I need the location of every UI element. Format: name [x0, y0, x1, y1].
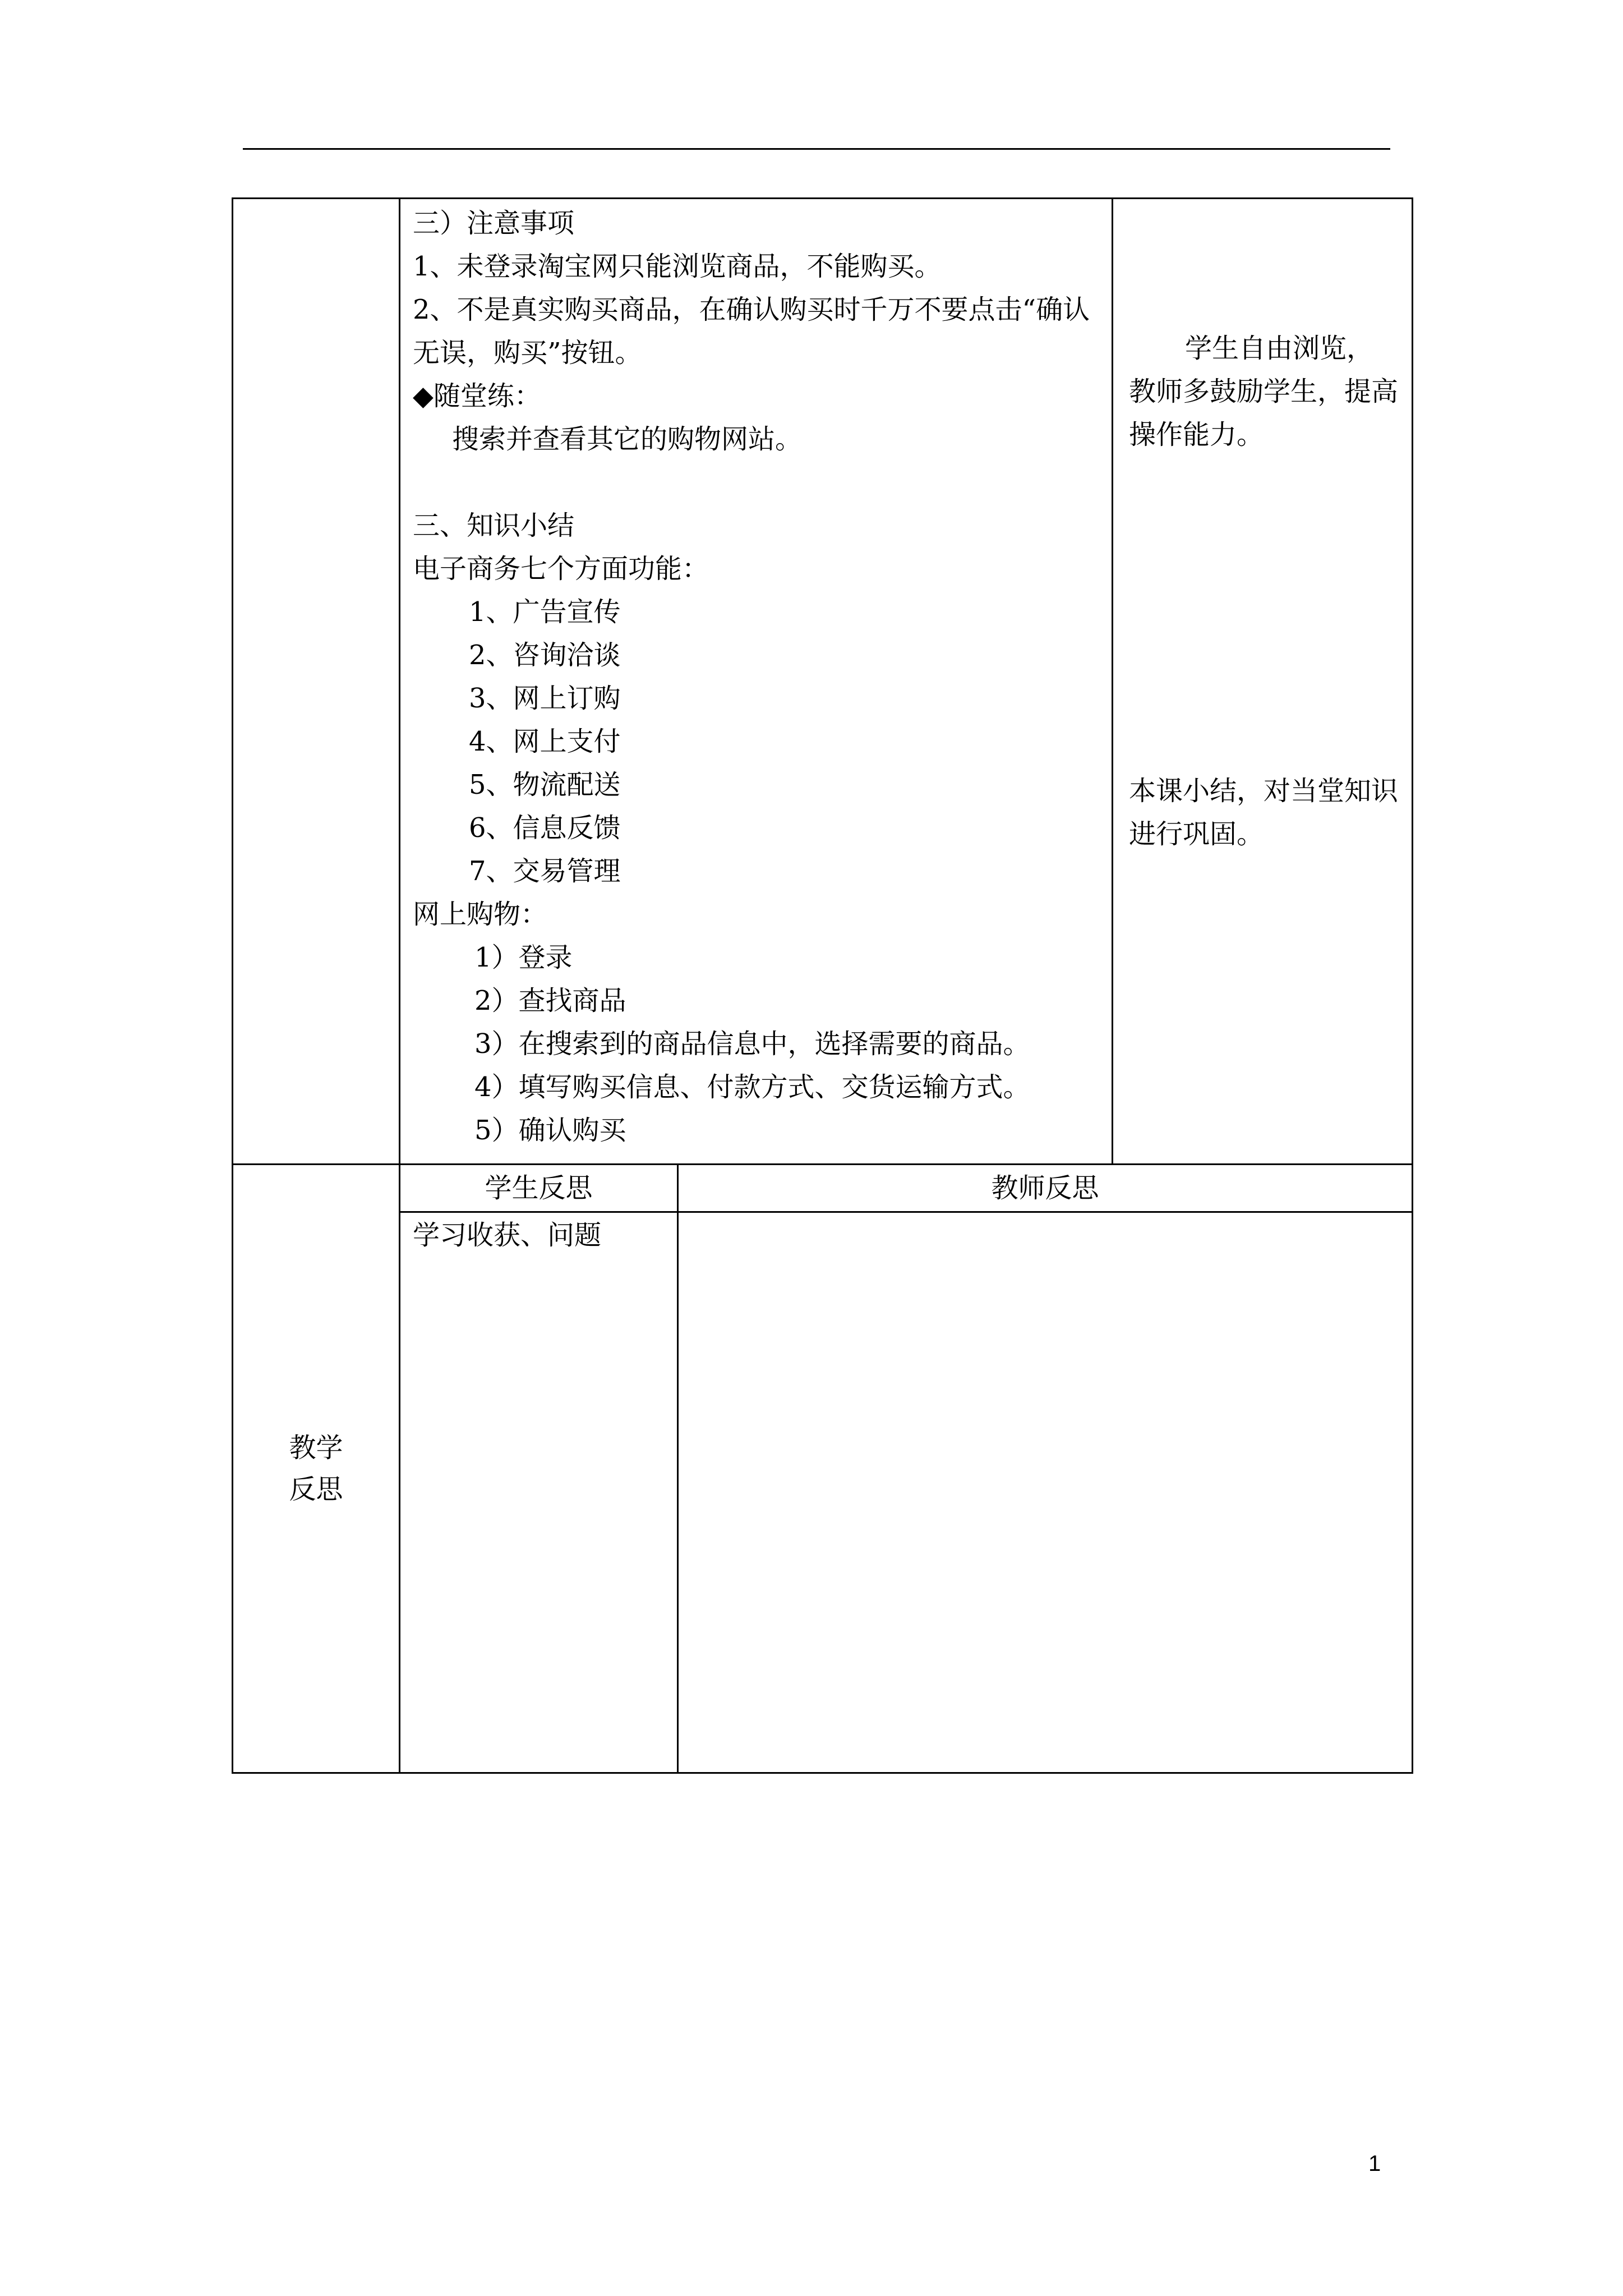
- reflection-label-line: 教学: [289, 1432, 343, 1464]
- teacher-reflection-header: 教师反思: [678, 1165, 1413, 1212]
- shopping-step: 2）查找商品: [474, 985, 626, 1016]
- content-label-cell: [233, 199, 400, 1165]
- function-item: 4、网上支付: [469, 726, 621, 757]
- notes-column-cell: [1113, 199, 1413, 1165]
- practice-text: 搜索并查看其它的购物网站。: [452, 424, 803, 455]
- function-item: 5、物流配送: [469, 769, 621, 800]
- student-reflection-header: 学生反思: [400, 1165, 678, 1212]
- lesson-plan-table: [232, 197, 1413, 1774]
- student-reflection-prompt: 学习收获、问题: [413, 1220, 602, 1251]
- summary-note: 本课小结，对当堂知识进行巩固。: [1129, 775, 1399, 850]
- reflection-label-line: 反思: [289, 1474, 343, 1505]
- shopping-heading: 网上购物：: [413, 899, 548, 930]
- content-row: [233, 199, 1413, 1165]
- function-item: 1、广告宣传: [469, 596, 621, 628]
- shopping-step: 4）填写购买信息、付款方式、交货运输方式。: [474, 1071, 1030, 1103]
- browse-note: 学生自由浏览，教师多鼓励学生，提高操作能力。: [1129, 333, 1399, 450]
- function-item: 3、网上订购: [469, 683, 621, 714]
- teacher-reflection-cell: [678, 1212, 1413, 1773]
- spacer: [413, 461, 1099, 504]
- function-item: 2、咨询洽谈: [469, 639, 621, 671]
- shopping-step: 3）在搜索到的商品信息中，选择需要的商品。: [474, 1028, 1030, 1060]
- header-rule: [243, 148, 1390, 150]
- notes-heading: 三）注意事项: [413, 208, 575, 239]
- practice-heading: ◆随堂练：: [413, 380, 541, 412]
- shopping-step: 5）确认购买: [474, 1115, 626, 1146]
- note-item: 2、不是真实购买商品，在确认购买时千万不要点击“确认无误，购买”按钮。: [413, 294, 1090, 369]
- reflection-header-row: [233, 1165, 1413, 1212]
- reflection-body-row: [233, 1212, 1413, 1773]
- function-item: 6、信息反馈: [469, 812, 621, 844]
- functions-heading: 电子商务七个方面功能：: [413, 553, 709, 585]
- reflection-label-cell: [233, 1165, 400, 1773]
- function-item: 7、交易管理: [469, 855, 621, 887]
- content-cell: [400, 199, 1113, 1165]
- summary-heading: 三、知识小结: [413, 510, 575, 541]
- page-number: 1: [1368, 2151, 1381, 2176]
- note-item: 1、未登录淘宝网只能浏览商品，不能购买。: [413, 251, 942, 282]
- shopping-step: 1）登录: [474, 942, 573, 973]
- student-reflection-cell: [400, 1212, 678, 1773]
